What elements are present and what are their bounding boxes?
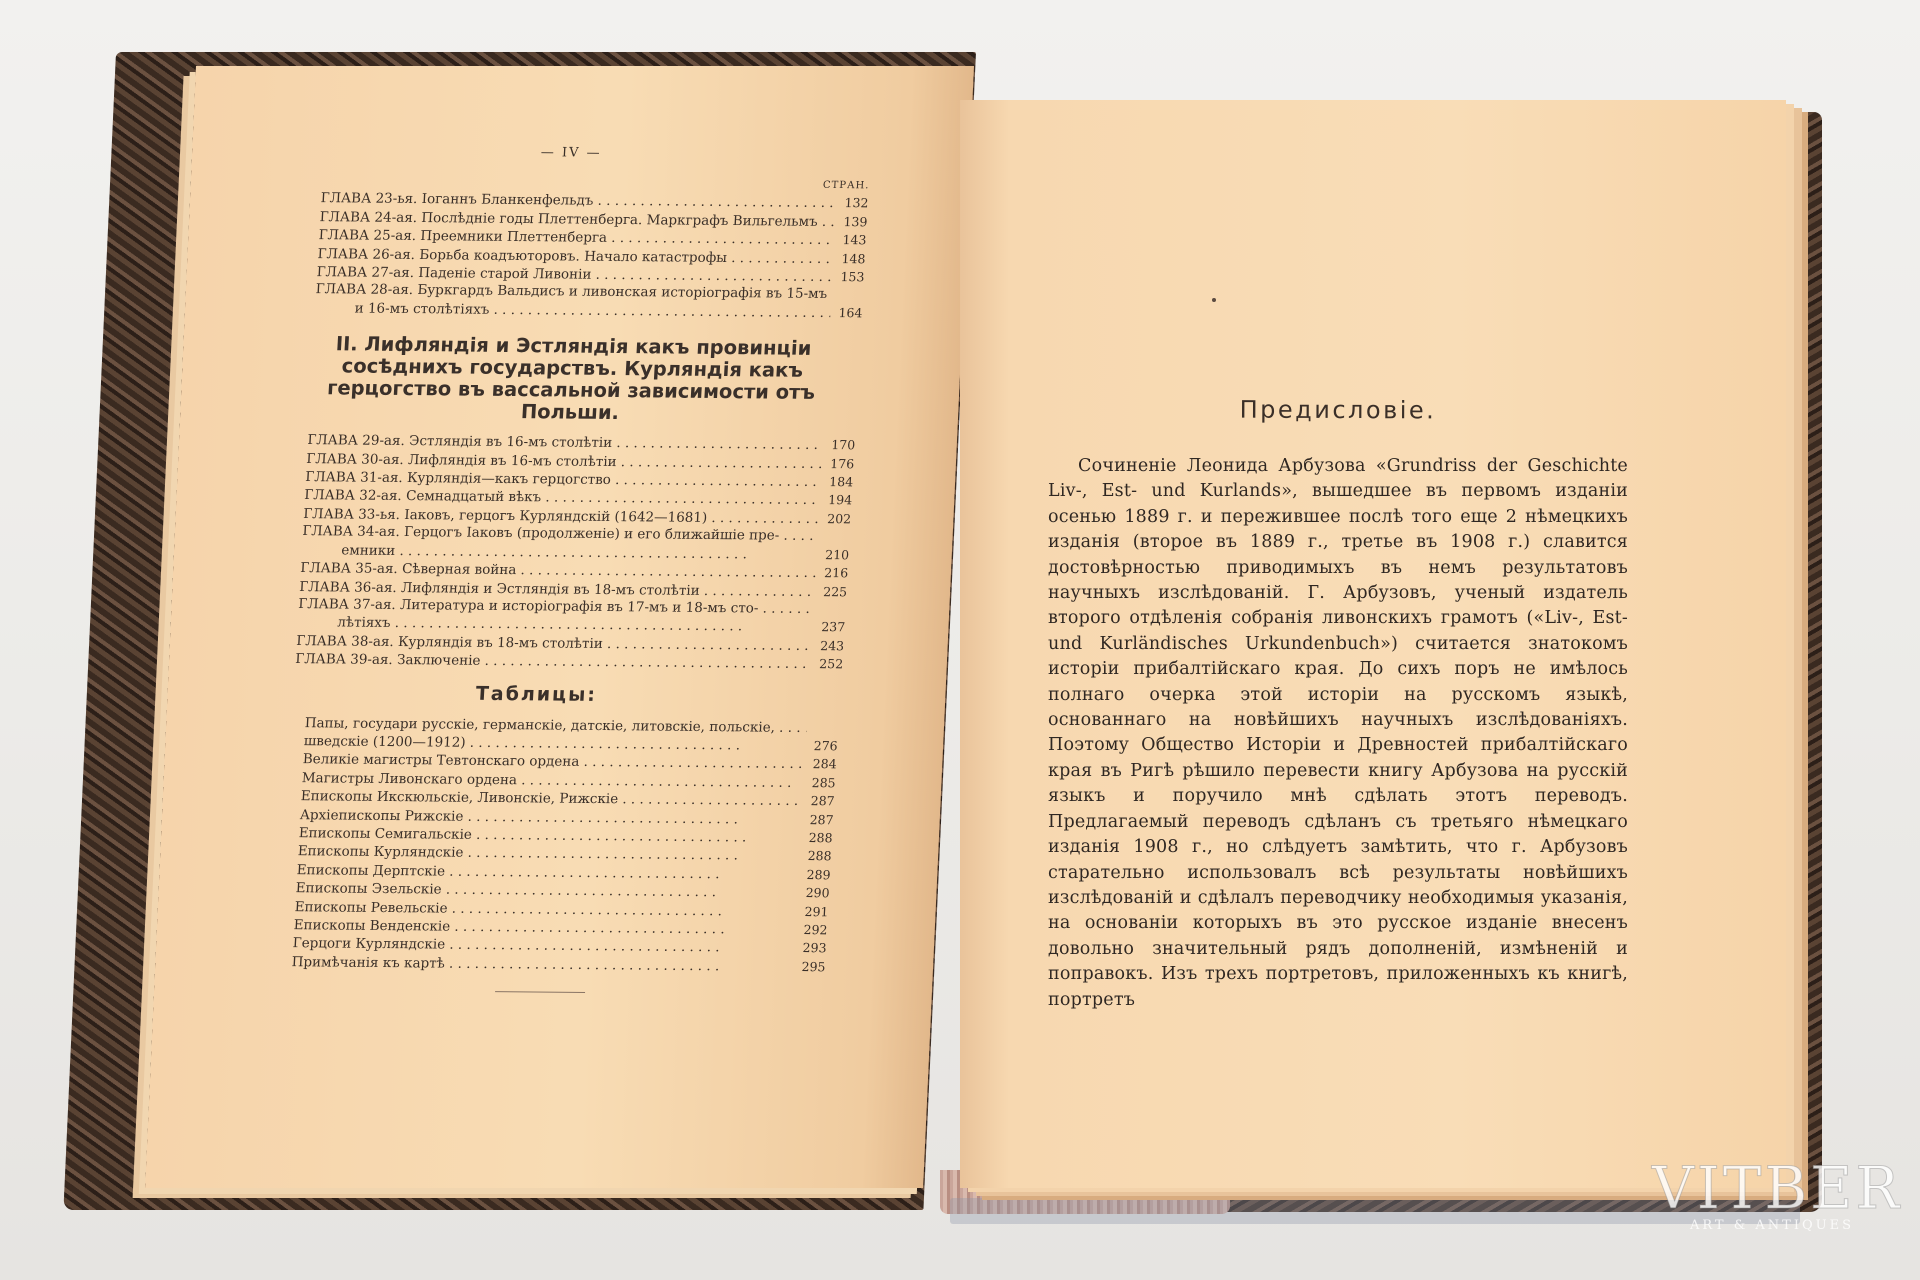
toc-entry-page: 292 [803,922,828,938]
toc-entry-title: Епископы Ревельскіе . . [294,899,797,921]
toc-entry-title: ГЛАВА 34-ая. Герцогъ Іаковъ (продолженіе) и его ближайшіе пре- . . [302,523,819,545]
table-of-contents [156,84,935,1171]
toc-entry-page: 143 [842,232,867,248]
toc-entry-title: Архіепископы Рижскіе . . [299,807,802,829]
toc-entry-title: Епископы Курляндскіе . . [297,844,800,866]
toc-chapters-mid [295,431,856,674]
toc-entry-title: ГЛАВА 31-ая. Курляндія—какъ герцогство . . [305,469,822,491]
toc-entry-page: 153 [840,269,865,285]
toc-entry-title: Епископы Дерптскіе . . [296,862,799,884]
toc-entry-page: 210 [824,546,850,563]
preface-text: Сочиненіе Леонида Арбузова «Grundriss der Geschichte Liv-, Est- und Kurlands», вышедшее въ первомъ изданіи осенью 1889 г. и пережившее послѣ того еще 2 нѣмецкихъ изданія (второе въ 1889 г., третье въ 1908 г.) славится достовѣрностью приводимыхъ въ немъ результатовъ научныхъ изслѣдованій. Г. Арбузовъ, ученый издатель второго отдѣленія собранія ливонскихъ грамотъ («Liv-, Est- und Kurländisches Urkundenbuch») считается знатокомъ исторіи прибалтійскаго края. До сихъ поръ не имѣлось полнаго очерка этой исторіи на русскомъ языкѣ, основаннаго на новѣйшихъ научныхъ изслѣдованіяхъ. Поэтому Общество Исторіи и Древностей прибалтійскаго края въ Ригѣ рѣшило перевести книгу Арбузова на русскій языкъ и поручило мнѣ сдѣлать этотъ переводъ. Предлагаемый переводъ сдѣланъ съ третьяго нѣмецкаго изданія 1908 г., но слѣдуетъ замѣтить, что г. Арбузовъ старательно использовалъ всѣ результаты новѣйшихъ изслѣдованій и сдѣлалъ переводчику необходимыя указанія, на основаніи которыхъ въ это русское изданіе внесенъ довольно значительный рядъ дополненій, измѣненій и поправокъ. Изъ трехъ портретовъ, приложенныхъ къ книгѣ, портретъ [1048,456,1628,1010]
toc-entry-title: ГЛАВА 28-ая. Буркгардъ Вальдисъ и ливонская исторіографія въ 15-мъ . . [315,282,832,304]
toc-entry-page: 289 [806,866,831,883]
watermark-name: VITBER [1652,1154,1903,1222]
toc-entry-title: ГЛАВА 32-ая. Семнадцатый вѣкъ . . [304,488,821,510]
divider [495,991,585,993]
toc-entry-title: и 16-мъ столѣтіяхъ . . [314,300,831,322]
toc-entry-page: 288 [808,830,833,846]
toc-entry-page: 285 [811,774,837,791]
page-column-header: СТРАН. [822,179,870,192]
toc-entry-title: Епископы Семигальскіе . . [298,825,801,847]
toc-entry-page: 132 [844,195,869,211]
toc-entry-title: ГЛАВА 25-ая. Преемники Плеттенберга . . [318,227,835,249]
toc-entry-title: ГЛАВА 27-ая. Паденіе старой Ливоніи . . [316,264,833,286]
toc-entry-title: ГЛАВА 37-ая. Литература и исторіографія въ 17-мъ и 18-мъ сто- . . [298,596,815,618]
toc-entry-title: ГЛАВА 38-ая. Курляндія въ 18-мъ столѣтіи . . [296,633,813,655]
toc-entry-title: Епископы Венденскіе . . [293,917,796,939]
preface [1048,300,1628,1013]
toc-entry-page: 176 [829,455,855,471]
toc-entry-title: лѣтіяхъ . . [297,614,814,636]
toc-entry-page: 194 [827,492,853,508]
toc-entry-page: 237 [820,619,846,635]
toc-entry-title: Великіе магистры Тевтонскаго ордена . . [302,752,805,774]
section-heading: II. Лифляндія и Эстляндія какъ провинціи сосѣднихъ государствъ. Курляндія какъ герцогство въ вассальной зависимости отъ Польши. [326,332,816,425]
toc-entry-title: ГЛАВА 35-ая. Сѣверная война . . [300,560,817,582]
toc-entry-title: ГЛАВА 33-ья. Іаковъ, герцогъ Курляндскій (1642—1681) . . [303,506,820,528]
toc-entry-title: ГЛАВА 23-ья. Іоганнъ Бланкенфельдъ . . [320,190,837,212]
toc-entry-title: ГЛАВА 30-ая. Лифляндія въ 16-мъ столѣтіи . . [306,451,823,473]
toc-entry-title: ГЛАВА 24-ая. Послѣдніе годы Плеттенберга. Маркграфъ Вильгельмъ . . [319,209,836,231]
toc-entry-title: Герцоги Курляндскіе . . [292,936,795,958]
toc-entry-page: 290 [805,885,830,901]
toc-tables [291,715,839,977]
toc-entry-page: 202 [826,510,852,527]
preface-title: Предисловіе. [1239,395,1437,425]
watermark-logo [1652,1154,1903,1233]
tables-heading: Таблицы: [475,682,598,706]
toc-entry-title: ГЛАВА 26-ая. Борьба коадъюторовъ. Начало катастрофы . . [317,246,834,268]
toc-entry-title: ГЛАВА 36-ая. Лифляндія и Эстляндія въ 18-мъ столѣтіи . . [299,579,816,601]
toc-entry-page: 287 [809,811,834,827]
page-number: — IV — [540,145,603,161]
toc-entry-title: ГЛАВА 39-ая. Заключеніе . . [295,651,812,673]
toc-entry-title: Папы, государи русскіе, германскіе, датскіе, литовскіе, польскіе, . . [304,715,807,737]
toc-entry-page: 252 [818,656,844,672]
toc-entry-page: 184 [828,474,854,490]
toc-entry-page: 284 [812,756,838,772]
watermark-tagline: ART & ANTIQUES [1689,1218,1855,1233]
toc-chapters-top [314,172,870,323]
toc-entry-title: Примѣчанія къ картѣ . . [291,954,794,976]
toc-entry-page: 293 [802,940,827,956]
toc-entry-page: 243 [819,637,845,654]
toc-entry-title: емники . . [301,542,818,564]
toc-entry-page: 225 [822,583,848,599]
toc-entry-page: 295 [801,958,826,975]
toc-entry-title: ГЛАВА 29-ая. Эстляндія въ 16-мъ столѣтіи . . [307,432,824,454]
toc-entry-page: 276 [813,738,839,754]
toc-entry-title: Магистры Ливонскаго ордена . . [301,770,804,792]
toc-entry-page: 291 [804,903,829,919]
toc-entry-page: 288 [807,848,832,864]
toc-entry-title: Епископы Эзельскіе . . [295,880,798,902]
toc-entry-page: 287 [810,793,836,809]
toc-entry-page: 164 [838,304,863,321]
toc-entry-page: 216 [823,565,849,581]
toc-entry-title: Епископы Икскюльскіе, Ливонскіе, Рижскіе . . [300,788,803,810]
toc-entry-page: 148 [841,250,866,266]
toc-entry-title: шведскіе (1200—1912) . . [303,733,806,755]
toc-entry-page: 139 [843,213,868,230]
toc-entry-page: 170 [830,437,856,453]
